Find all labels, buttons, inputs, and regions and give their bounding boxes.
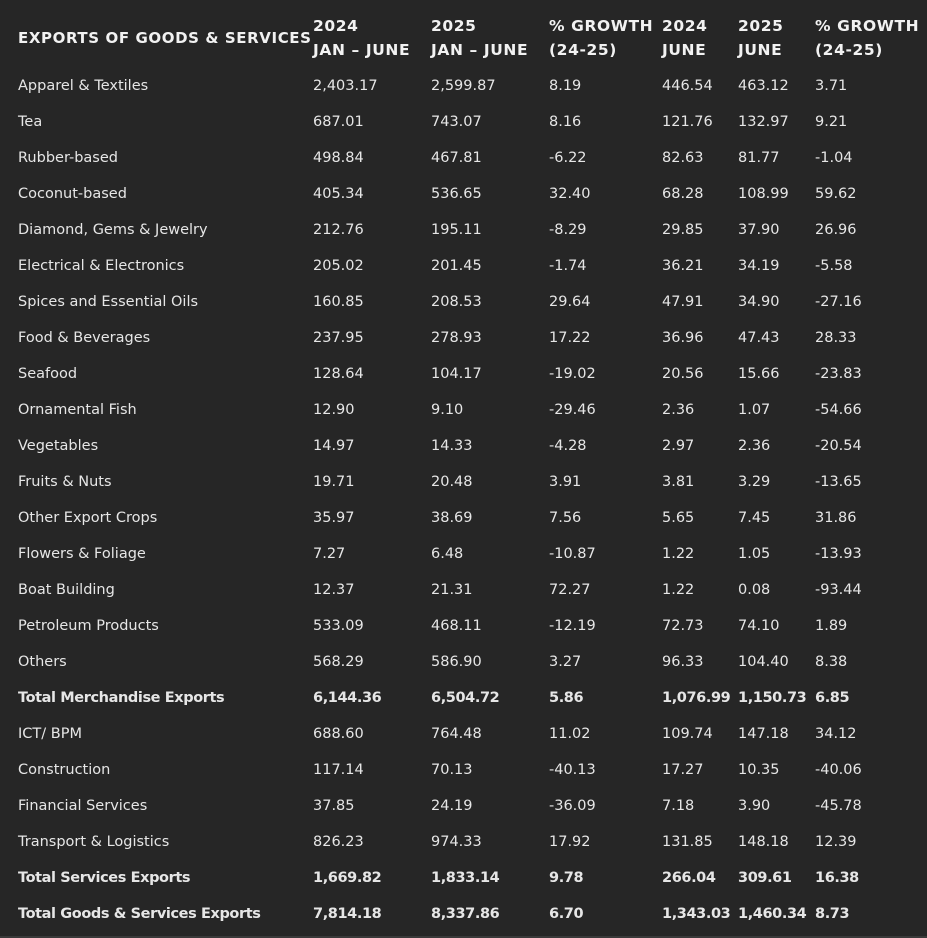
table-row (0, 572, 927, 608)
growth-june: 12.39 (815, 834, 857, 850)
growth-jan-june: 17.22 (549, 330, 591, 346)
table-row (0, 644, 927, 680)
growth-jan-june: 5.86 (549, 690, 584, 706)
value-2024-june: 7.18 (662, 798, 695, 814)
value-2024-jan-june: 117.14 (313, 762, 364, 778)
value-2025-jan-june: 764.48 (431, 726, 482, 742)
row-label: Tea (18, 114, 43, 130)
growth-june: -1.04 (815, 150, 853, 166)
value-2025-june: 132.97 (738, 114, 789, 130)
header-category: EXPORTS OF GOODS & SERVICES (18, 29, 312, 47)
growth-jan-june: 9.78 (549, 870, 584, 886)
value-2024-june: 20.56 (662, 366, 704, 382)
row-label: Transport & Logistics (18, 834, 170, 850)
value-2024-june: 82.63 (662, 150, 704, 166)
table-row (0, 536, 927, 572)
growth-june: -40.06 (815, 762, 862, 778)
header-2024-june: 2024 JUNE (662, 17, 708, 59)
value-2024-jan-june: 2,403.17 (313, 78, 378, 94)
row-label: Diamond, Gems & Jewelry (18, 222, 208, 238)
growth-jan-june: -40.13 (549, 762, 596, 778)
growth-jan-june: 3.91 (549, 474, 582, 490)
value-2025-june: 148.18 (738, 834, 789, 850)
value-2024-june: 1.22 (662, 582, 695, 598)
value-2024-jan-june: 160.85 (313, 294, 364, 310)
total-row (0, 896, 927, 932)
value-2024-jan-june: 826.23 (313, 834, 364, 850)
value-2024-jan-june: 687.01 (313, 114, 364, 130)
value-2025-june: 34.19 (738, 258, 780, 274)
growth-june: -54.66 (815, 402, 862, 418)
value-2025-jan-june: 8,337.86 (431, 906, 500, 922)
value-2025-june: 104.40 (738, 654, 789, 670)
table-row (0, 248, 927, 284)
value-2024-june: 68.28 (662, 186, 704, 202)
value-2024-jan-june: 128.64 (313, 366, 364, 382)
value-2024-jan-june: 688.60 (313, 726, 364, 742)
value-2025-june: 3.90 (738, 798, 771, 814)
row-label: Ornamental Fish (18, 402, 137, 418)
row-label: Coconut-based (18, 186, 127, 202)
row-label: Seafood (18, 366, 78, 382)
value-2025-jan-june: 104.17 (431, 366, 482, 382)
row-label: Boat Building (18, 582, 115, 598)
row-label: Financial Services (18, 798, 148, 814)
exports-table (0, 8, 927, 932)
growth-june: 8.73 (815, 906, 850, 922)
growth-june: -5.58 (815, 258, 853, 274)
growth-jan-june: -1.74 (549, 258, 587, 274)
value-2025-jan-june: 974.33 (431, 834, 482, 850)
row-label: Construction (18, 762, 111, 778)
value-2024-june: 1,343.03 (662, 906, 731, 922)
value-2025-june: 147.18 (738, 726, 789, 742)
value-2024-june: 1,076.99 (662, 690, 731, 706)
value-2024-june: 2.36 (662, 402, 695, 418)
growth-june: 59.62 (815, 186, 857, 202)
row-label: Electrical & Electronics (18, 258, 185, 274)
value-2024-jan-june: 1,669.82 (313, 870, 382, 886)
value-2025-june: 34.90 (738, 294, 780, 310)
value-2024-jan-june: 35.97 (313, 510, 355, 526)
growth-june: -45.78 (815, 798, 862, 814)
value-2025-jan-june: 468.11 (431, 618, 482, 634)
row-label: Apparel & Textiles (18, 78, 149, 94)
table-body (0, 68, 927, 932)
value-2024-june: 96.33 (662, 654, 704, 670)
value-2024-june: 131.85 (662, 834, 713, 850)
value-2024-june: 109.74 (662, 726, 713, 742)
header-growth-jan-june: % GROWTH (24-25) (549, 17, 654, 59)
table-row (0, 140, 927, 176)
value-2024-jan-june: 12.37 (313, 582, 355, 598)
value-2025-jan-june: 21.31 (431, 582, 473, 598)
value-2024-june: 2.97 (662, 438, 695, 454)
value-2025-june: 15.66 (738, 366, 780, 382)
value-2025-jan-june: 20.48 (431, 474, 473, 490)
value-2025-jan-june: 586.90 (431, 654, 482, 670)
value-2024-jan-june: 12.90 (313, 402, 355, 418)
table-row (0, 176, 927, 212)
table-row (0, 716, 927, 752)
table-row (0, 392, 927, 428)
value-2025-jan-june: 195.11 (431, 222, 482, 238)
growth-june: -20.54 (815, 438, 862, 454)
row-label: Flowers & Foliage (18, 546, 146, 562)
value-2025-june: 81.77 (738, 150, 780, 166)
value-2025-june: 1.05 (738, 546, 771, 562)
row-label: Fruits & Nuts (18, 474, 112, 490)
value-2025-june: 37.90 (738, 222, 780, 238)
growth-june: -93.44 (815, 582, 862, 598)
growth-jan-june: -4.28 (549, 438, 587, 454)
table-row (0, 428, 927, 464)
table-row (0, 464, 927, 500)
growth-jan-june: 72.27 (549, 582, 591, 598)
value-2025-jan-june: 38.69 (431, 510, 473, 526)
table-row (0, 320, 927, 356)
value-2024-jan-june: 405.34 (313, 186, 364, 202)
table-row (0, 68, 927, 104)
table-row (0, 788, 927, 824)
value-2024-june: 17.27 (662, 762, 704, 778)
value-2025-june: 108.99 (738, 186, 789, 202)
value-2024-jan-june: 6,144.36 (313, 690, 382, 706)
value-2024-jan-june: 19.71 (313, 474, 355, 490)
table-header-row (0, 8, 927, 68)
growth-jan-june: 3.27 (549, 654, 582, 670)
growth-jan-june: 29.64 (549, 294, 591, 310)
value-2024-june: 72.73 (662, 618, 704, 634)
value-2025-jan-june: 6,504.72 (431, 690, 500, 706)
value-2024-june: 47.91 (662, 294, 704, 310)
row-label: Rubber-based (18, 150, 118, 166)
value-2025-jan-june: 743.07 (431, 114, 482, 130)
growth-jan-june: -29.46 (549, 402, 596, 418)
value-2024-jan-june: 498.84 (313, 150, 364, 166)
value-2025-june: 1,150.73 (738, 690, 807, 706)
growth-jan-june: 11.02 (549, 726, 591, 742)
row-label: Total Goods & Services Exports (18, 906, 261, 922)
growth-jan-june: -10.87 (549, 546, 596, 562)
row-label: Total Services Exports (18, 870, 191, 886)
value-2025-june: 47.43 (738, 330, 780, 346)
value-2025-jan-june: 208.53 (431, 294, 482, 310)
table-row (0, 824, 927, 860)
value-2024-june: 3.81 (662, 474, 695, 490)
header-2024-jan-june: 2024 JAN – JUNE (313, 17, 411, 59)
value-2024-jan-june: 237.95 (313, 330, 364, 346)
value-2025-june: 3.29 (738, 474, 771, 490)
value-2025-june: 309.61 (738, 870, 792, 886)
value-2024-jan-june: 212.76 (313, 222, 364, 238)
value-2025-june: 2.36 (738, 438, 771, 454)
growth-jan-june: 8.19 (549, 78, 582, 94)
value-2025-jan-june: 201.45 (431, 258, 482, 274)
growth-jan-june: 32.40 (549, 186, 591, 202)
table-row (0, 104, 927, 140)
growth-june: -13.93 (815, 546, 862, 562)
growth-jan-june: -12.19 (549, 618, 596, 634)
growth-june: -13.65 (815, 474, 862, 490)
value-2024-june: 446.54 (662, 78, 713, 94)
growth-june: 16.38 (815, 870, 859, 886)
row-label: Total Merchandise Exports (18, 690, 225, 706)
value-2025-jan-june: 1,833.14 (431, 870, 500, 886)
table-row (0, 356, 927, 392)
growth-june: 1.89 (815, 618, 848, 634)
row-label: Spices and Essential Oils (18, 294, 199, 310)
row-label: Food & Beverages (18, 330, 151, 346)
growth-june: 6.85 (815, 690, 850, 706)
row-label: ICT/ BPM (18, 726, 82, 742)
value-2025-june: 463.12 (738, 78, 789, 94)
value-2024-june: 5.65 (662, 510, 695, 526)
value-2024-jan-june: 7.27 (313, 546, 346, 562)
growth-june: -27.16 (815, 294, 862, 310)
row-label: Petroleum Products (18, 618, 159, 634)
growth-jan-june: -8.29 (549, 222, 587, 238)
growth-jan-june: -6.22 (549, 150, 587, 166)
row-label: Others (18, 654, 67, 670)
total-row (0, 680, 927, 716)
row-label: Vegetables (18, 438, 99, 454)
table-row (0, 284, 927, 320)
value-2024-june: 121.76 (662, 114, 713, 130)
value-2025-jan-june: 14.33 (431, 438, 473, 454)
value-2025-june: 0.08 (738, 582, 771, 598)
value-2025-jan-june: 467.81 (431, 150, 482, 166)
header-growth-june: % GROWTH (24-25) (815, 17, 920, 59)
value-2025-june: 10.35 (738, 762, 780, 778)
value-2025-jan-june: 278.93 (431, 330, 482, 346)
value-2025-june: 74.10 (738, 618, 780, 634)
table-row (0, 500, 927, 536)
value-2024-jan-june: 37.85 (313, 798, 355, 814)
row-label: Other Export Crops (18, 510, 158, 526)
growth-june: 34.12 (815, 726, 857, 742)
growth-june: 9.21 (815, 114, 848, 130)
value-2024-june: 36.21 (662, 258, 704, 274)
table-row (0, 212, 927, 248)
value-2025-jan-june: 9.10 (431, 402, 464, 418)
growth-jan-june: 7.56 (549, 510, 582, 526)
growth-june: 8.38 (815, 654, 848, 670)
value-2024-jan-june: 14.97 (313, 438, 355, 454)
growth-june: 28.33 (815, 330, 857, 346)
value-2025-jan-june: 536.65 (431, 186, 482, 202)
value-2024-june: 266.04 (662, 870, 716, 886)
header-2025-jan-june: 2025 JAN – JUNE (431, 17, 529, 59)
value-2024-jan-june: 568.29 (313, 654, 364, 670)
value-2024-jan-june: 7,814.18 (313, 906, 382, 922)
table-row (0, 608, 927, 644)
value-2025-june: 1.07 (738, 402, 771, 418)
growth-jan-june: 17.92 (549, 834, 591, 850)
total-row (0, 860, 927, 896)
value-2025-jan-june: 2,599.87 (431, 78, 496, 94)
growth-jan-june: -19.02 (549, 366, 596, 382)
header-2025-june: 2025 JUNE (738, 17, 784, 59)
growth-june: 3.71 (815, 78, 848, 94)
growth-jan-june: -36.09 (549, 798, 596, 814)
value-2024-jan-june: 205.02 (313, 258, 364, 274)
growth-june: 26.96 (815, 222, 857, 238)
value-2025-june: 7.45 (738, 510, 771, 526)
table-row (0, 752, 927, 788)
value-2024-jan-june: 533.09 (313, 618, 364, 634)
value-2024-june: 1.22 (662, 546, 695, 562)
growth-jan-june: 6.70 (549, 906, 584, 922)
value-2024-june: 36.96 (662, 330, 704, 346)
growth-june: 31.86 (815, 510, 857, 526)
value-2025-jan-june: 6.48 (431, 546, 464, 562)
growth-jan-june: 8.16 (549, 114, 582, 130)
growth-june: -23.83 (815, 366, 862, 382)
value-2025-jan-june: 70.13 (431, 762, 473, 778)
value-2025-june: 1,460.34 (738, 906, 807, 922)
value-2025-jan-june: 24.19 (431, 798, 473, 814)
value-2024-june: 29.85 (662, 222, 704, 238)
